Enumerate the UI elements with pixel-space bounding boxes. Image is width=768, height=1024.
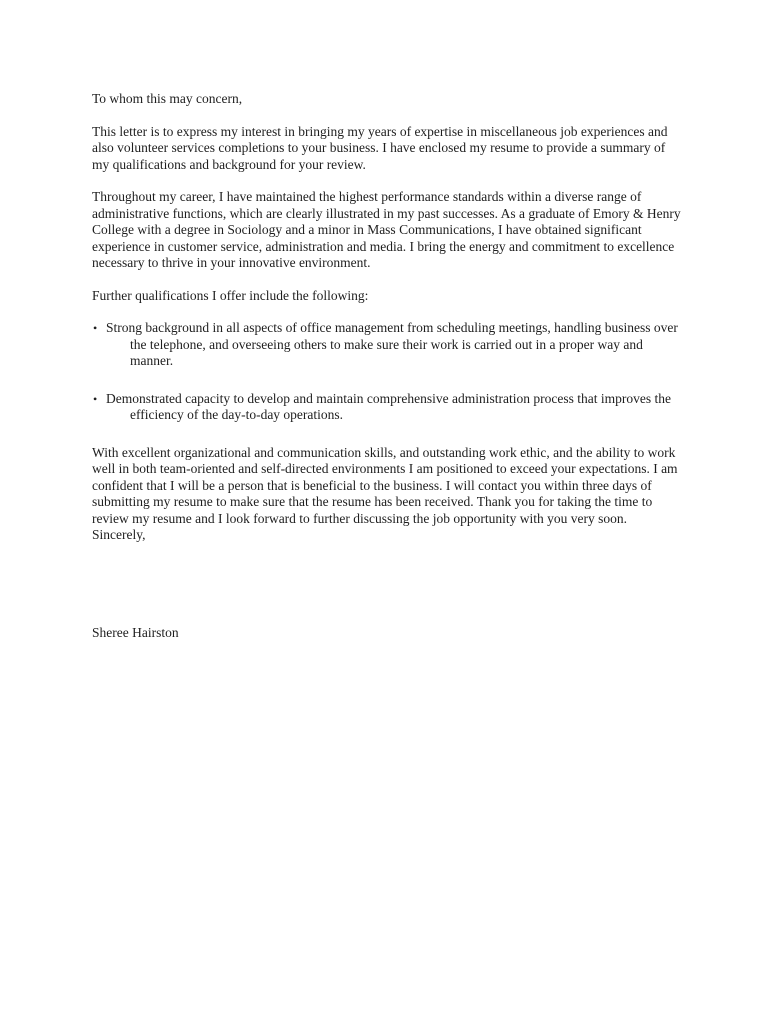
closing-paragraph: With excellent organizational and communication skills, and outstanding work ethic, and the ability to work well in both team-oriented and self-directed environments I am positioned to exceed your expectations. I am confident that I will be a person that is beneficial to the business. I will contact you within three days of submitting my resume to make sure that the resume has been received. Thank you for taking the time to review my resume and I look forward to further discussing the job opportunity with you very soon. <box>92 444 678 526</box>
career-paragraph: Throughout my career, I have maintained the highest performance standards within a diverse range of administrative functions, which are clearly illustrated in my past successes. As a graduate of Emory & Henry College with a degree in Sociology and a minor in Mass Communications, I have obtained significant experience in customer service, administration and media. I bring the energy and commitment to excellence necessary to thrive in your innovative environment. <box>92 189 681 270</box>
closing-salutation: Sincerely, <box>92 527 146 542</box>
bullet-item <box>92 320 684 370</box>
bullet-item <box>92 391 684 424</box>
qualifications-intro: Further qualifications I offer include the following: <box>92 287 369 303</box>
salutation: To whom this may concern, <box>92 91 243 106</box>
intro-paragraph: This letter is to express my interest in bringing my years of expertise in miscellaneous job experiences and also volunteer services completions to your business. I have enclosed my resume to provide a summary of my qualifications and background for your review. <box>92 123 668 172</box>
bullet-text: Strong background in all aspects of office management from scheduling meetings, handling business over the telephone, and overseeing others to make sure their work is carried out in a proper way and manner. <box>106 320 678 368</box>
signature-name: Sheree Hairston <box>92 624 179 640</box>
bullet-icon: • <box>93 391 98 406</box>
bullet-text: Demonstrated capacity to develop and maintain comprehensive administration process that improves the efficiency of the day-to-day operations. <box>106 390 671 422</box>
bullet-icon: • <box>93 321 98 335</box>
letter-body <box>92 91 684 641</box>
